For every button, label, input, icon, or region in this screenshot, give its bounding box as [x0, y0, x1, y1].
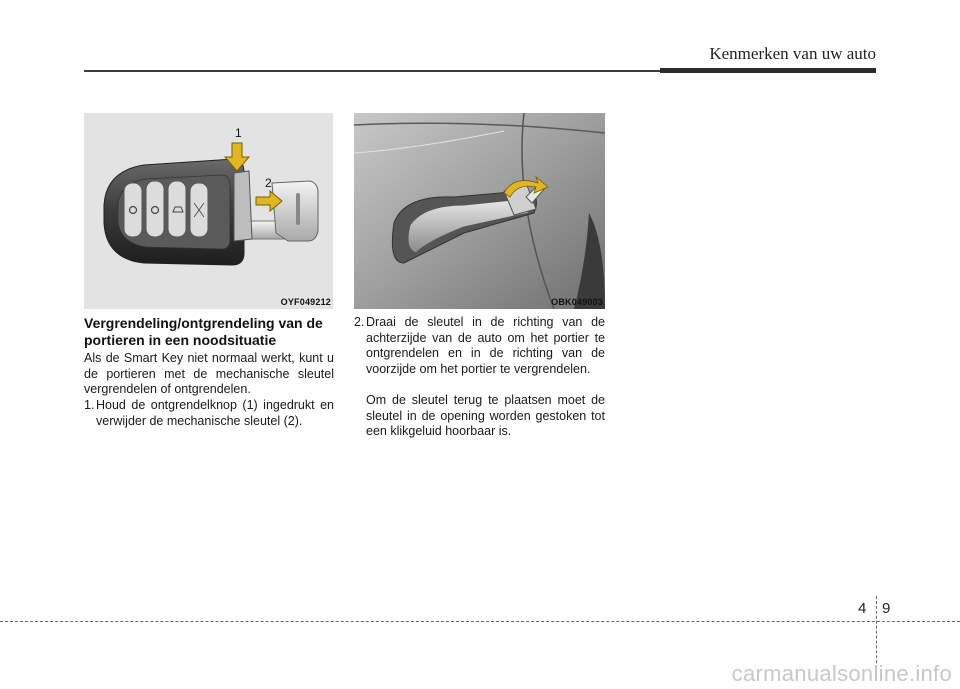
figure-code: OBK049003	[551, 297, 603, 307]
footer-rule	[0, 621, 960, 622]
step-text: Houd de ontgrendelknop (1) ingedrukt en verwijder de mechanische sleutel (2).	[96, 398, 334, 428]
step-2-note: Om de sleutel terug te plaatsen moet de sleutel in de opening worden gestoken tot een klikgeluid hoorbaar is.	[366, 393, 605, 438]
mechanical-key-head	[272, 181, 318, 241]
door-handle-illustration	[354, 113, 605, 309]
step-1	[84, 398, 334, 429]
intro-paragraph: Als de Smart Key niet normaal werkt, kunt u de portieren met de mechanische sleutel vergrendelen of ontgrendelen.	[84, 351, 334, 396]
callout-2: 2	[265, 176, 272, 190]
figure-code: OYF049212	[280, 297, 331, 307]
header-rule-accent	[660, 68, 876, 73]
step-number: 1.	[84, 398, 95, 412]
section-heading: Vergrendeling/ontgrendeling van de portieren in een noodsituatie	[84, 315, 323, 348]
smart-key-illustration	[84, 113, 333, 309]
watermark: carmanualsonline.info	[731, 661, 952, 686]
step-2	[354, 315, 605, 377]
page-header-title: Kenmerken van uw auto	[709, 44, 876, 63]
page-number: 9	[882, 600, 891, 617]
door-handle-drawing	[354, 113, 605, 309]
step-number: 2.	[354, 315, 365, 329]
callout-1: 1	[235, 126, 242, 140]
key-fob-release-tab	[234, 171, 252, 241]
smart-key-drawing	[84, 113, 333, 309]
step-text: Draai de sleutel in de richting van de achterzijde van de auto om het portier te ontgrendelen en in de richting van de voorzijde om het portier te vergrendelen.	[366, 315, 605, 376]
chapter-number: 4	[858, 600, 867, 617]
